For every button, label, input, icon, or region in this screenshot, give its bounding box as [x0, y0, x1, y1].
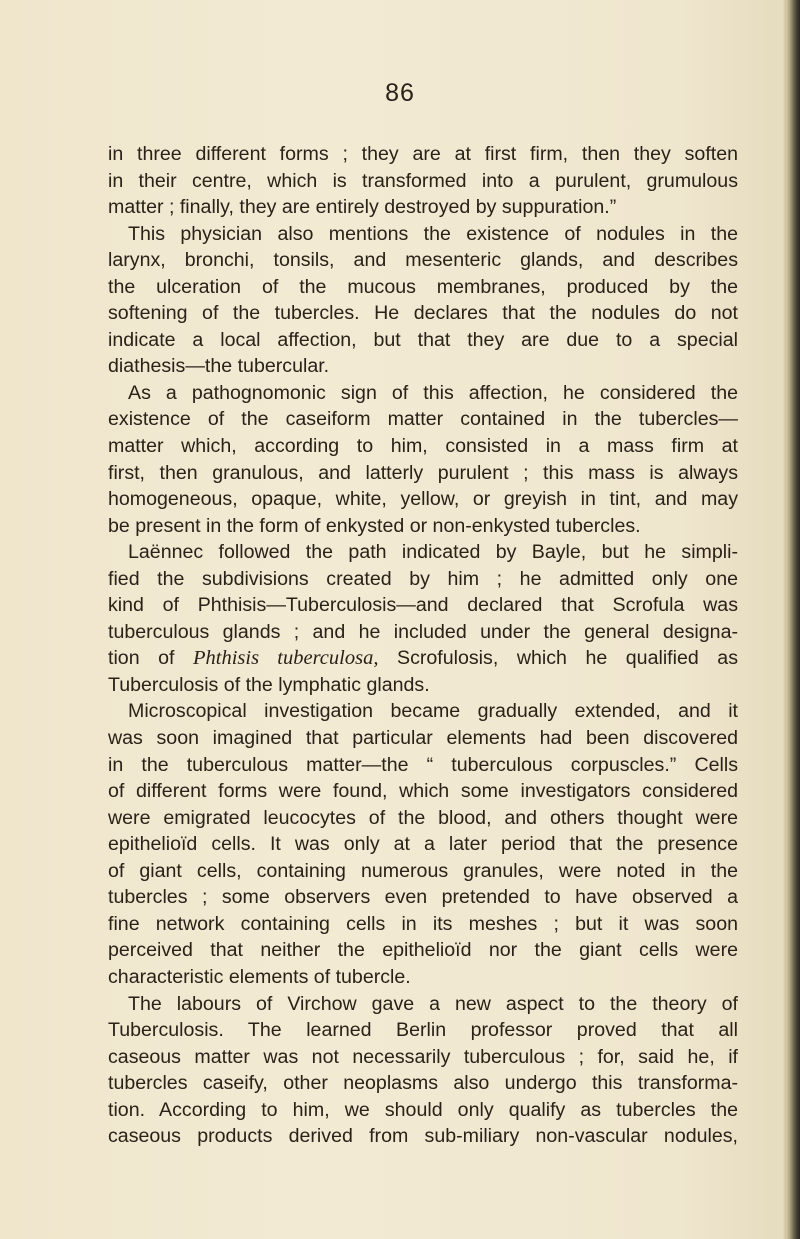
italic-term: Phthisis tuberculosa,	[193, 647, 379, 670]
book-spine-edge	[786, 0, 800, 1239]
text-line: be present in the form of enkysted or non-enkysted tubercles.	[108, 514, 641, 537]
text-line: As a pathognomonic sign of this affection, he considered the	[128, 381, 738, 404]
text-line: matter ; finally, they are entirely destroyed by suppuration.”	[108, 196, 617, 219]
text-line: the ulceration of the mucous membranes, produced by the	[108, 275, 738, 298]
text-line: fied the subdivisions created by him ; he admitted only one	[108, 567, 738, 590]
text-line: tion. According to him, we should only qualify as tubercles the	[108, 1098, 738, 1121]
text-line: epithelioïd cells. It was only at a later period that the presence	[108, 833, 738, 856]
text-line: first, then granulous, and latterly purulent ; this mass is always	[108, 461, 738, 484]
text-line: of giant cells, containing numerous granules, were noted in the	[108, 859, 738, 882]
text-line: indicate a local affection, but that they are due to a special	[108, 328, 738, 351]
text-line: fine network containing cells in its meshes ; but it was soon	[108, 912, 738, 935]
text-line: tubercles caseify, other neoplasms also undergo this transforma-	[108, 1072, 738, 1095]
text-line: existence of the caseiform matter contained in the tubercles—	[108, 408, 738, 431]
text-line: Laënnec followed the path indicated by Bayle, but he simpli-	[128, 541, 738, 564]
text-line: Microscopical investigation became gradually extended, and it	[128, 700, 738, 723]
text-line: were emigrated leucocytes of the blood, and others thought were	[108, 806, 738, 829]
text-line: in their centre, which is transformed into a purulent, grumulous	[108, 169, 738, 192]
text-line: characteristic elements of tubercle.	[108, 965, 411, 988]
text-line: This physician also mentions the existence of nodules in the	[128, 222, 738, 245]
text-line: tuberculous glands ; and he included under the general designa-	[108, 620, 738, 643]
text-line: softening of the tubercles. He declares that the nodules do not	[108, 302, 738, 325]
text-line: The labours of Virchow gave a new aspect to the theory of	[128, 992, 738, 1015]
text-line: kind of Phthisis—Tuberculosis—and declared that Scrofula was	[108, 594, 738, 617]
text-line: tubercles ; some observers even pretended to have observed a	[108, 886, 738, 909]
text-line	[108, 645, 738, 672]
text-line: in the tuberculous matter—the “ tuberculous corpuscles.” Cells	[108, 753, 738, 776]
text-segment: Scrofulosis, which he qualified as	[378, 647, 738, 670]
text-line: in three different forms ; they are at first firm, then they soften	[108, 143, 738, 165]
page-number: 86	[385, 79, 415, 107]
text-line: Tuberculosis. The learned Berlin professor proved that all	[108, 1019, 738, 1042]
body-text	[108, 141, 738, 1150]
text-line: Tuberculosis of the lymphatic glands.	[108, 673, 430, 696]
text-line: larynx, bronchi, tonsils, and mesenteric glands, and describes	[108, 249, 738, 272]
text-line: perceived that neither the epithelioïd nor the giant cells were	[108, 939, 738, 962]
text-line: caseous matter was not necessarily tuberculous ; for, said he, if	[108, 1045, 738, 1068]
text-line: of different forms were found, which some investigators considered	[108, 780, 738, 803]
text-line: caseous products derived from sub-miliary non-vascular nodules,	[108, 1125, 738, 1148]
text-line: matter which, according to him, consisted in a mass firm at	[108, 435, 738, 458]
text-segment: tion of	[108, 647, 194, 670]
text-line: homogeneous, opaque, white, yellow, or greyish in tint, and may	[108, 488, 738, 511]
text-line: diathesis—the tubercular.	[108, 355, 330, 378]
text-line: was soon imagined that particular elements had been discovered	[108, 727, 738, 750]
